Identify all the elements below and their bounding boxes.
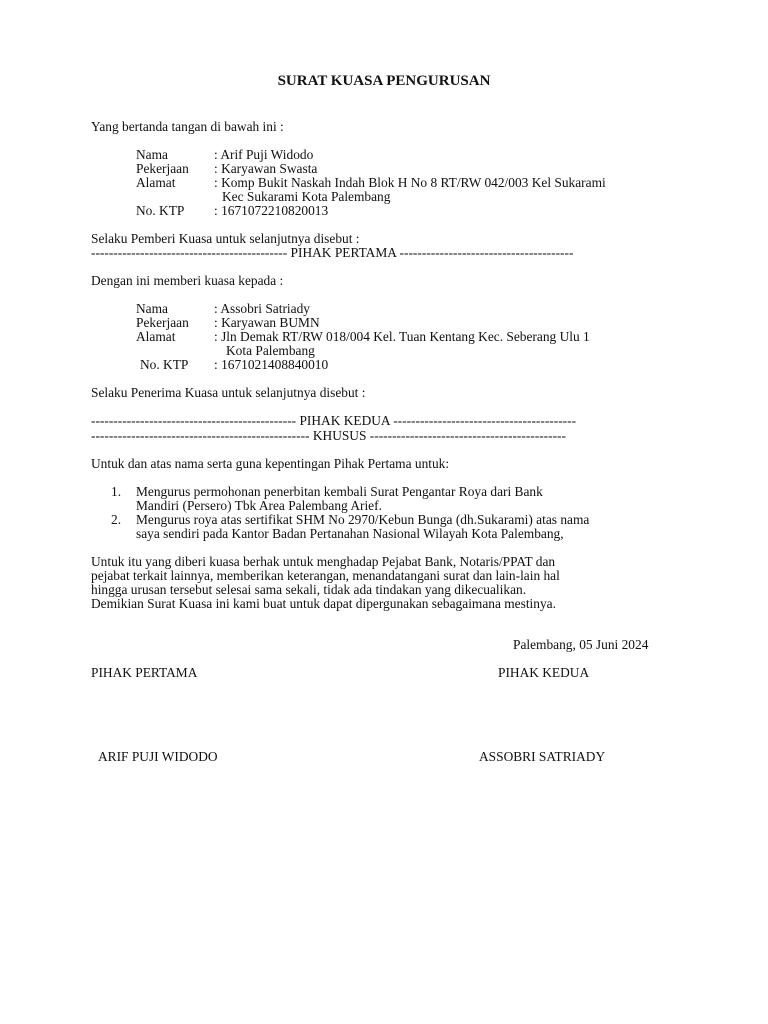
closing-line4: Demikian Surat Kuasa ini kami buat untuk dapat dipergunakan sebagaimana mestinya.	[91, 596, 556, 611]
pemberi-nama-label: Nama	[136, 147, 168, 162]
sign-left-name: ARIF PUJI WIDODO	[98, 749, 218, 764]
purpose-intro: Untuk dan atas nama serta guna kepentingan Pihak Pertama untuk:	[91, 456, 450, 471]
intro-text: Yang bertanda tangan di bawah ini :	[91, 119, 284, 134]
pemberi-alamat-label: Alamat	[136, 175, 176, 190]
pemberi-pekerjaan-label: Pekerjaan	[136, 161, 189, 176]
penerima-note: Selaku Penerima Kuasa untuk selanjutnya disebut :	[91, 385, 366, 400]
penerima-alamat-value-line1: : Jln Demak RT/RW 018/004 Kel. Tuan Kentang Kec. Seberang Ulu 1	[214, 329, 590, 344]
closing-line1: Untuk itu yang diberi kuasa berhak untuk menghadap Pejabat Bank, Notaris/PPAT dan	[91, 554, 556, 569]
kuasa-intro: Dengan ini memberi kuasa kepada :	[91, 273, 284, 288]
closing-line2: pejabat terkait lainnya, memberikan keterangan, menandatangani surat dan lain-lain hal	[91, 568, 560, 583]
pemberi-nama-value: : Arif Puji Widodo	[214, 147, 314, 162]
penerima-pekerjaan-label: Pekerjaan	[136, 315, 189, 330]
penerima-ktp-label: No. KTP	[140, 357, 189, 372]
penerima-alamat-value-line2: Kota Palembang	[226, 343, 315, 358]
list-number: 2.	[111, 512, 122, 527]
list-text-line2: saya sendiri pada Kantor Badan Pertanahan Nasional Wilayah Kota Palembang,	[136, 526, 564, 541]
penerima-nama-label: Nama	[136, 301, 168, 316]
list-text-line2: Mandiri (Persero) Tbk Area Palembang Arief.	[136, 498, 382, 513]
document-title: SURAT KUASA PENGURUSAN	[277, 73, 491, 89]
pemberi-alamat-value-line1: : Komp Bukit Naskah Indah Blok H No 8 RT/RW 042/003 Kel Sukarami	[214, 175, 606, 190]
list-number: 1.	[111, 484, 122, 499]
penerima-alamat-label: Alamat	[136, 329, 176, 344]
pemberi-pekerjaan-value: : Karyawan Swasta	[214, 161, 318, 176]
pihak-pertama-line: -------------------------------------------- PIHAK PERTAMA ---------------------------------------	[91, 245, 574, 260]
place-date: Palembang, 05 Juni 2024	[513, 637, 649, 652]
list-text-line1: Mengurus permohonan penerbitan kembali Surat Pengantar Roya dari Bank	[136, 484, 543, 499]
pemberi-alamat-value-line2: Kec Sukarami Kota Palembang	[222, 189, 391, 204]
sign-left-title: PIHAK PERTAMA	[91, 665, 198, 680]
pihak-kedua-line: ---------------------------------------------- PIHAK KEDUA -----------------------------------------	[91, 413, 577, 428]
pemberi-note: Selaku Pemberi Kuasa untuk selanjutnya disebut :	[91, 231, 360, 246]
pemberi-ktp-value: : 1671072210820013	[214, 203, 329, 218]
penerima-nama-value: : Assobri Satriady	[214, 301, 310, 316]
sign-right-title: PIHAK KEDUA	[498, 665, 590, 680]
closing-line3: hingga urusan tersebut selesai sama sekali, tidak ada tindakan yang dikecualikan.	[91, 582, 527, 597]
khusus-line: ------------------------------------------------- KHUSUS --------------------------------------------	[91, 428, 566, 443]
penerima-pekerjaan-value: : Karyawan BUMN	[214, 315, 320, 330]
penerima-ktp-value: : 1671021408840010	[214, 357, 329, 372]
pemberi-ktp-label: No. KTP	[136, 203, 185, 218]
list-text-line1: Mengurus roya atas sertifikat SHM No 2970/Kebun Bunga (dh.Sukarami) atas nama	[136, 512, 590, 527]
sign-right-name: ASSOBRI SATRIADY	[479, 749, 606, 764]
